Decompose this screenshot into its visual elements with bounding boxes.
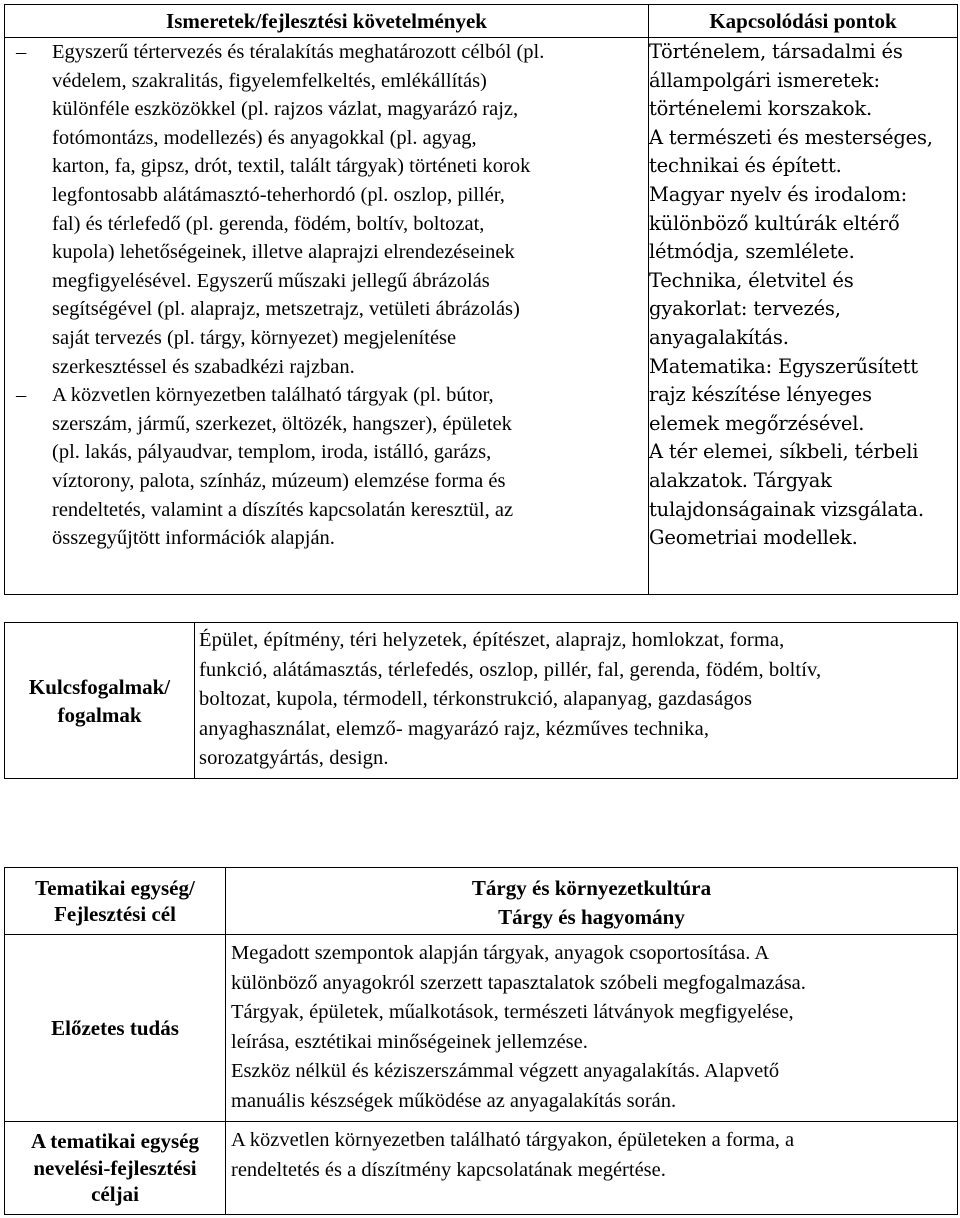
- connection-line: állampolgári ismeretek:: [649, 68, 880, 92]
- connection-line: technikai és épített.: [649, 154, 842, 178]
- key-concepts-text: [195, 623, 958, 779]
- requirement-line: (pl. lakás, pályaudvar, templom, iroda, istálló, garázs,: [52, 441, 492, 464]
- prior-knowledge-line: Eszköz nélkül és kéziszerszámmal végzett anyagalakítás. Alapvető: [231, 1060, 780, 1082]
- connection-line: elemek megőrzésével.: [649, 411, 865, 435]
- dash-bullet-icon: –: [16, 41, 27, 63]
- goals-label: [5, 1122, 226, 1215]
- requirements-header: Ismeretek/fejlesztési követelmények: [5, 5, 649, 38]
- goals-line: A közvetlen környezetben található tárgyakon, épületeken a forma, a: [231, 1129, 795, 1151]
- connection-line: Technika, életvitel és: [649, 268, 854, 292]
- goals-label-line: nevelési-fejlesztési: [33, 1155, 197, 1180]
- goals-label-line: A tematikai egység: [31, 1129, 199, 1154]
- goals-label-line: céljai: [91, 1182, 139, 1207]
- connection-line: gyakorlat: tervezés,: [649, 297, 841, 321]
- connections-cell: [649, 38, 958, 595]
- requirements-cell: [5, 38, 649, 595]
- requirement-line: kupola) lehetőségeinek, illetve alaprajzi elrendezéseinek: [52, 241, 515, 264]
- requirement-line: karton, fa, gipsz, drót, textil, talált tárgyak) történeti korok: [52, 155, 531, 178]
- goals-line: rendeltetés és a díszítmény kapcsolatának megértése.: [231, 1158, 666, 1181]
- connection-line: történelemi korszakok.: [649, 97, 873, 121]
- connections-header: Kapcsolódási pontok: [649, 5, 958, 38]
- connection-line: Geometriai modellek.: [649, 526, 858, 550]
- key-concepts-label-line: Kulcsfogalmak/: [28, 674, 171, 699]
- key-concepts-line: funkció, alátámasztás, térlefedés, oszlop, pillér, fal, gerenda, födém, boltív,: [199, 658, 822, 681]
- connection-line: A természeti és mesterséges,: [649, 125, 933, 149]
- thematic-unit-table: [4, 867, 958, 1215]
- prior-knowledge-line: különböző anyagokról szerzett tapasztalatok szóbeli megfogalmazása.: [231, 971, 806, 994]
- key-concepts-label-line: fogalmak: [57, 702, 142, 727]
- key-concepts-line: Épület, építmény, téri helyzetek, építészet, alaprajz, homlokzat, forma,: [199, 629, 785, 651]
- prior-knowledge-label: Előzetes tudás: [5, 935, 226, 1122]
- requirement-line: megfigyelésével. Egyszerű műszaki jellegű ábrázolás: [52, 269, 490, 292]
- requirement-line: védelem, szakralitás, figyelemfelkeltés, emlékállítás): [52, 69, 487, 92]
- connection-line: Magyar nyelv és irodalom:: [649, 182, 907, 206]
- requirement-line: szerkesztéssel és szabadkézi rajzban.: [52, 355, 355, 378]
- prior-knowledge-text: [226, 935, 958, 1122]
- key-concepts-label: [5, 623, 195, 779]
- key-concepts-line: anyaghasználat, elemző- magyarázó rajz, kézműves technika,: [199, 717, 710, 740]
- key-concepts-table: [4, 622, 958, 779]
- requirement-line: különféle eszközökkel (pl. rajzos vázlat, magyarázó rajz,: [52, 98, 519, 121]
- requirement-line: szerszám, jármű, szerkezet, öltözék, hangszer), épületek: [52, 412, 512, 435]
- key-concepts-line: sorozatgyártás, design.: [199, 747, 389, 769]
- requirement-line: saját tervezés (pl. tárgy, környezet) megjelenítése: [52, 326, 457, 349]
- requirement-line: fal) és térlefedő (pl. gerenda, födém, boltív, boltozat,: [52, 212, 485, 235]
- requirement-item: [5, 381, 648, 553]
- requirements-table: [4, 4, 958, 595]
- thematic-unit-title-line: Tárgy és hagyomány: [498, 905, 685, 929]
- prior-knowledge-line: manuális készségek működése az anyagalakítás során.: [231, 1089, 677, 1112]
- requirement-line: fotómontázs, modellezés) és anyagokkal (pl. agyag,: [52, 126, 477, 149]
- requirement-line: segítségével (pl. alaprajz, metszetrajz, vetületi ábrázolás): [52, 298, 520, 321]
- connection-line: rajz készítése lényeges: [649, 383, 872, 407]
- requirement-line: víztorony, palota, színház, múzeum) elemzése forma és: [52, 469, 506, 492]
- thematic-unit-title-line: Tárgy és környezetkultúra: [471, 876, 712, 900]
- connection-line: különböző kultúrák eltérő: [649, 211, 900, 235]
- requirement-line: rendeltetés, valamint a díszítés kapcsolatán keresztül, az: [52, 498, 514, 521]
- prior-knowledge-line: Megadott szempontok alapján tárgyak, anyagok csoportosítása. A: [231, 942, 770, 964]
- thematic-unit-label-line: Fejlesztési cél: [54, 902, 176, 926]
- connection-line: A tér elemei, síkbeli, térbeli: [649, 440, 919, 464]
- dash-bullet-icon: –: [16, 384, 27, 407]
- thematic-unit-label-line: Tematikai egység/: [35, 875, 195, 900]
- requirement-line: összegyűjtött információk alapján.: [52, 527, 335, 550]
- connection-line: Történelem, társadalmi és: [649, 40, 903, 63]
- key-concepts-line: boltozat, kupola, térmodell, térkonstrukció, alapanyag, gazdaságos: [199, 688, 753, 710]
- connection-line: létmódja, szemlélete.: [649, 240, 855, 264]
- requirement-line: Egyszerű tértervezés és téralakítás meghatározott célból (pl.: [52, 41, 545, 63]
- prior-knowledge-line: leírása, esztétikai minőségeinek jellemzése.: [231, 1030, 588, 1053]
- thematic-unit-title: [226, 868, 958, 935]
- requirement-line: A közvetlen környezetben található tárgyak (pl. bútor,: [52, 384, 494, 407]
- requirement-item: [5, 38, 648, 381]
- connection-line: alakzatok. Tárgyak: [649, 468, 832, 492]
- prior-knowledge-line: Tárgyak, épületek, műalkotások, természeti látványok megfigyelése,: [231, 1001, 794, 1023]
- connection-line: tulajdonságainak vizsgálata.: [649, 497, 924, 521]
- thematic-unit-label: [5, 868, 226, 935]
- connection-line: anyagalakítás.: [649, 325, 789, 349]
- goals-text: [226, 1122, 958, 1215]
- connection-line: Matematika: Egyszerűsített: [649, 354, 918, 378]
- requirement-line: legfontosabb alátámasztó-teherhordó (pl. oszlop, pillér,: [52, 183, 505, 206]
